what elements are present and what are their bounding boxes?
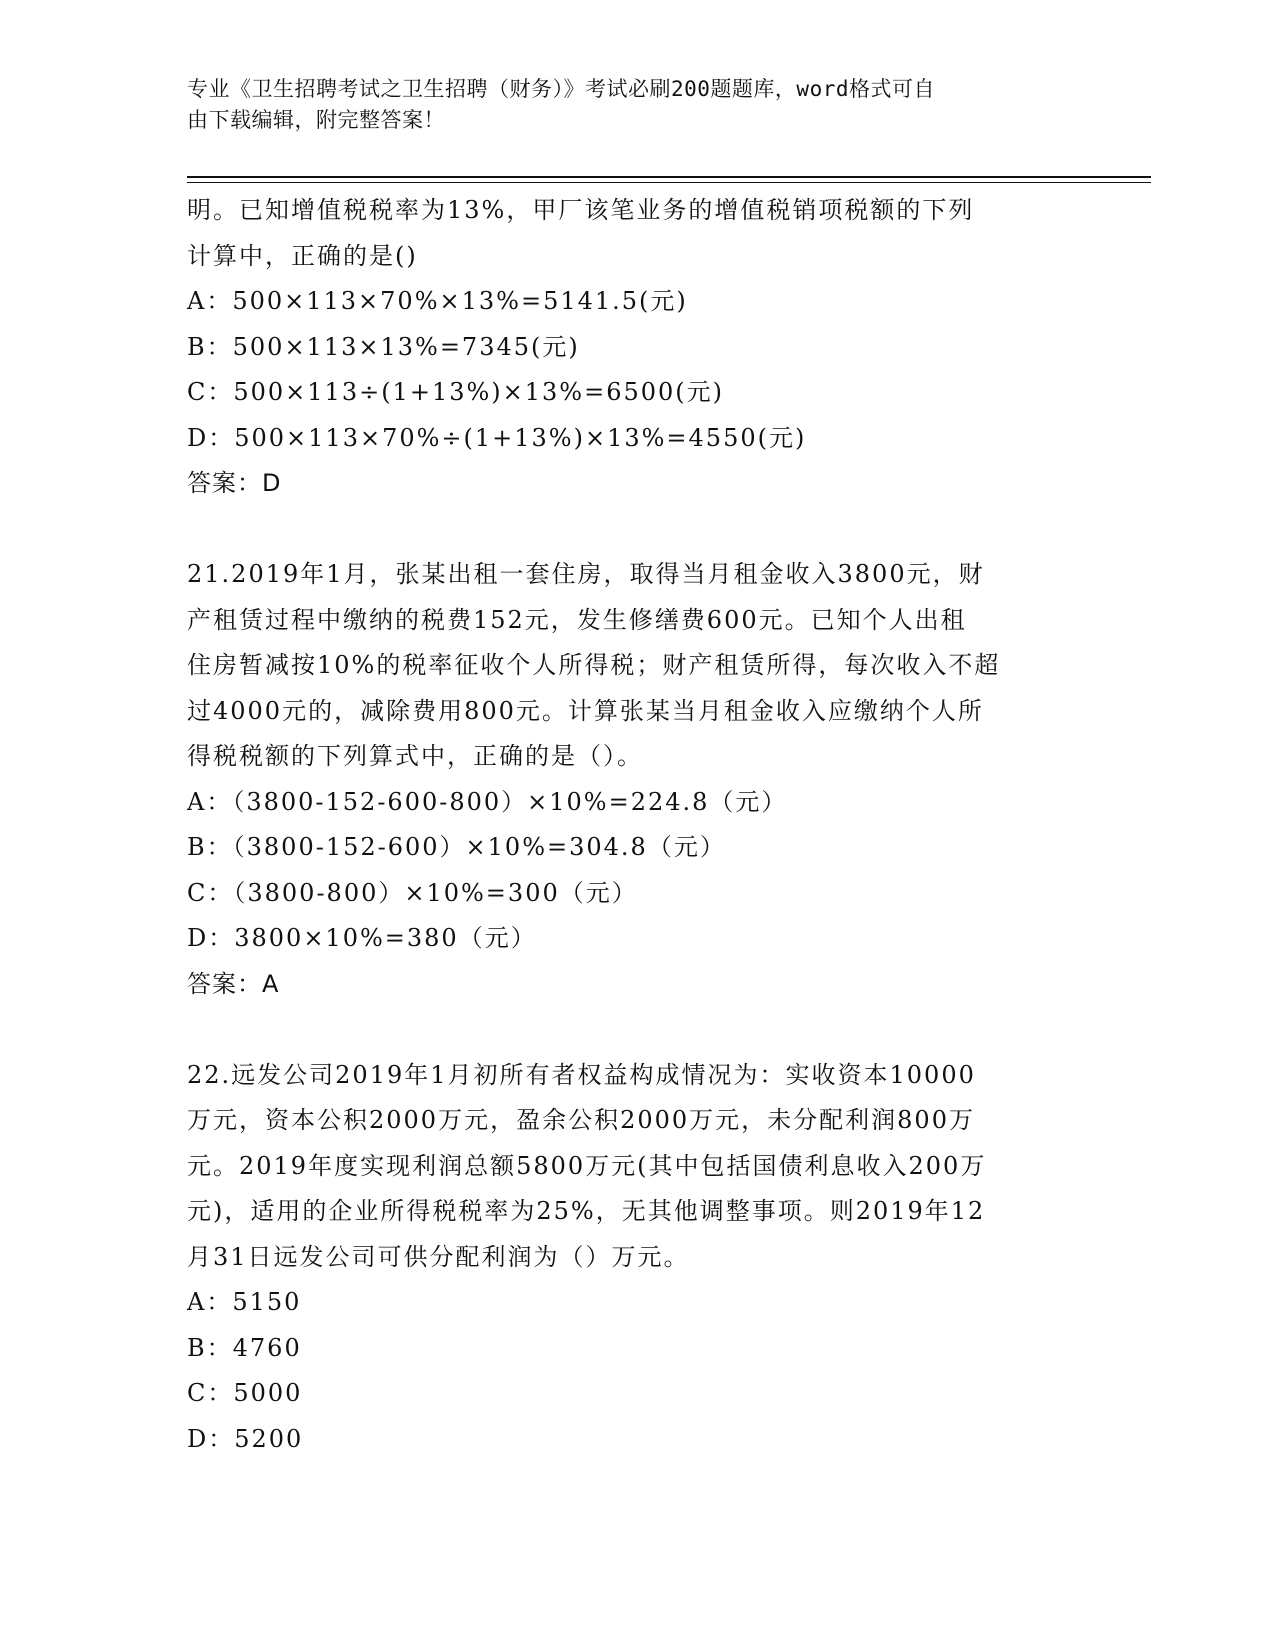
question-stem-line: 得税税额的下列算式中，正确的是（）。 — [187, 742, 643, 770]
question-spacer — [187, 1007, 1087, 1053]
option-a: A：500×113×70%×13%=5141.5(元) — [187, 287, 688, 315]
question-21 — [187, 552, 1087, 1007]
option-c: C：（3800-800）×10%=300（元） — [187, 878, 638, 907]
question-stem-line: 21.2019年1月，张某出租一套住房，取得当月租金收入3800元，财 — [187, 560, 985, 588]
option-b: B：500×113×13%=7345(元) — [187, 332, 580, 361]
question-stem-line: 计算中，正确的是() — [187, 241, 418, 270]
answer-key: 答案：A — [187, 969, 280, 998]
question-stem-line: 元)，适用的企业所得税税率为25%，无其他调整事项。则2019年12 — [187, 1197, 986, 1225]
answer-key: 答案：D — [187, 469, 282, 497]
option-d: D：5200 — [187, 1424, 304, 1453]
option-a: A：（3800-152-600-800）×10%=224.8（元） — [187, 787, 788, 816]
option-d: D：3800×10%=380（元） — [187, 924, 537, 952]
option-b: B：（3800-152-600）×10%=304.8（元） — [187, 833, 726, 861]
header-divider-thick — [187, 176, 1151, 178]
question-stem-line: 过4000元的，减除费用800元。计算张某当月租金收入应缴纳个人所 — [187, 696, 984, 725]
question-20 — [187, 188, 1087, 507]
question-stem-line: 月31日远发公司可供分配利润为（）万元。 — [187, 1242, 690, 1271]
question-list — [187, 188, 1087, 1462]
question-stem-line: 22.远发公司2019年1月初所有者权益构成情况为：实收资本10000 — [187, 1060, 976, 1089]
question-22 — [187, 1053, 1087, 1463]
header-title-line-1: 专业《卫生招聘考试之卫生招聘（财务）》考试必刷200题题库，word格式可自 — [187, 77, 935, 101]
question-stem-line: 万元，资本公积2000万元，盈余公积2000万元，未分配利润800万 — [187, 1106, 975, 1134]
option-d: D：500×113×70%÷(1+13%)×13%=4550(元) — [187, 423, 807, 452]
option-a: A：5150 — [187, 1288, 302, 1316]
question-stem-line: 明。已知增值税税率为13%，甲厂该笔业务的增值税销项税额的下列 — [187, 196, 975, 224]
option-b: B：4760 — [187, 1333, 302, 1362]
header-title-line-2: 由下载编辑，附完整答案！ — [187, 108, 445, 132]
document-header — [187, 74, 1067, 136]
header-divider-thin — [187, 182, 1151, 183]
question-stem-line: 元。2019年度实现利润总额5800万元(其中包括国债利息收入200万 — [187, 1151, 987, 1180]
question-spacer — [187, 507, 1087, 553]
option-c: C：5000 — [187, 1379, 303, 1407]
question-stem-line: 住房暂减按10%的税率征收个人所得税；财产租赁所得，每次收入不超 — [187, 651, 1001, 679]
question-stem-line: 产租赁过程中缴纳的税费152元，发生修缮费600元。已知个人出租 — [187, 605, 967, 634]
option-c: C：500×113÷(1+13%)×13%=6500(元) — [187, 378, 725, 406]
